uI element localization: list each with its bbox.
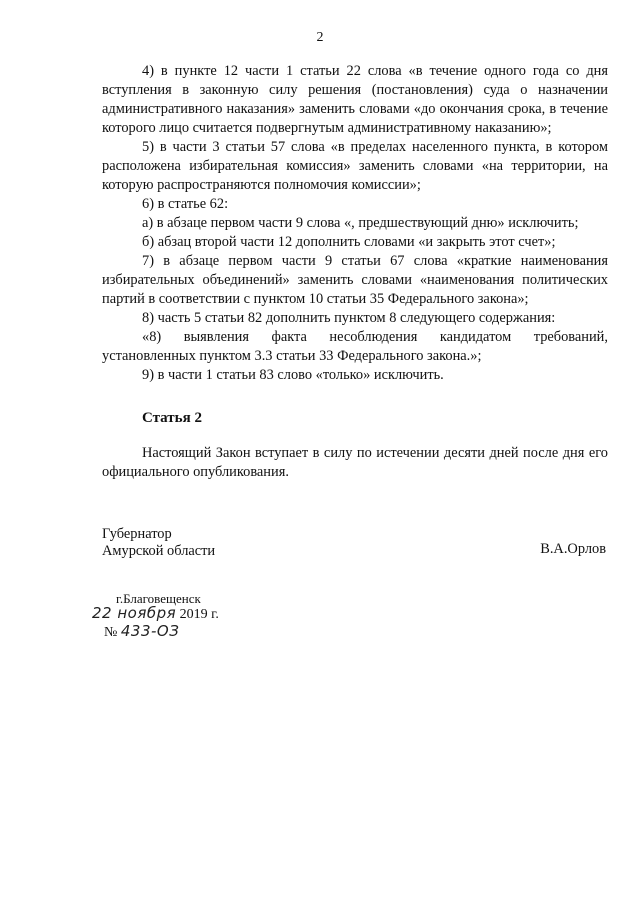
signing-date bbox=[92, 604, 219, 623]
amendment-8: 8) часть 5 статьи 82 дополнить пунктом 8 следующего содержания: bbox=[142, 310, 556, 326]
amendments-list bbox=[102, 62, 608, 385]
amendment-7: 7) в абзаце первом части 9 статьи 67 слова «краткие наименования избирательных объединений» заменить словами «наименования политических партий в соответствии с пунктом 10 статьи 35 Федерального закона»; bbox=[102, 253, 608, 307]
signatory-title-line2: Амурской области bbox=[102, 543, 216, 559]
signatory-name: В.А.Орлов bbox=[540, 541, 606, 557]
amendment-5: 5) в части 3 статьи 57 слова «в пределах населенного пункта, в котором расположена избирательная комиссия» заменить словами «на территории, на которую распространяются полномочия комиссии»; bbox=[102, 139, 608, 193]
law-number bbox=[104, 622, 179, 641]
handwritten-date: 22 ноября bbox=[92, 604, 177, 622]
signing-year: 2019 г. bbox=[179, 607, 219, 622]
article-heading: Статья 2 bbox=[142, 410, 202, 426]
amendment-8-text: «8) выявления факта несоблюдения кандидатом требований, установленных пунктом 3.3 статьи 33 Федерального закона.»; bbox=[102, 329, 608, 364]
place-of-signing: г.Благовещенск bbox=[116, 591, 201, 606]
final-paragraph: Настоящий Закон вступает в силу по истечении десяти дней после дня его официального опубликования. bbox=[102, 445, 608, 480]
page-number: 2 bbox=[316, 30, 324, 45]
signatory-title-line1: Губернатор bbox=[102, 526, 172, 542]
amendment-6: 6) в статье 62: bbox=[142, 196, 229, 212]
amendment-4: 4) в пункте 12 части 1 статьи 22 слова «в течение одного года со дня вступления в законную силу решения (постановления) суда о назначении административного наказания» заменить словами «до окончания срока, в течение которого лицо считается подвергнутым административному наказанию»; bbox=[102, 63, 608, 136]
amendment-9: 9) в части 1 статьи 83 слово «только» исключить. bbox=[142, 367, 444, 383]
effective-date-paragraph bbox=[102, 444, 608, 482]
amendment-6b: б) абзац второй части 12 дополнить словами «и закрыть этот счет»; bbox=[142, 234, 556, 250]
amendment-6a: а) в абзаце первом части 9 слова «, предшествующий дню» исключить; bbox=[142, 215, 579, 231]
number-sign: № bbox=[104, 625, 118, 640]
handwritten-number: 433-ОЗ bbox=[120, 622, 180, 640]
signatory-title bbox=[102, 526, 215, 560]
